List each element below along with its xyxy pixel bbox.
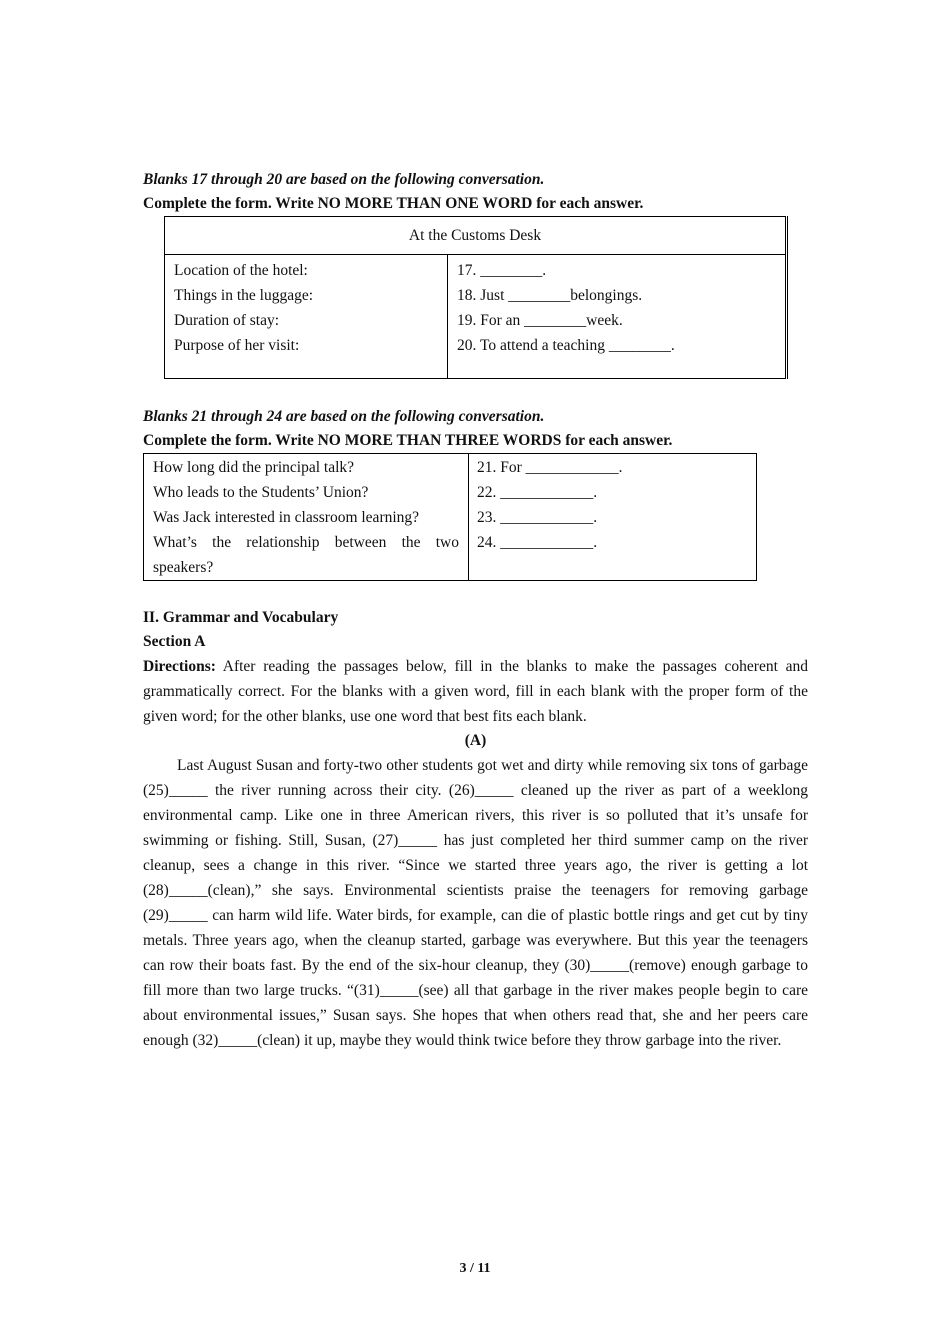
answer-blank-24[interactable]: 24. ____________. [477, 534, 598, 551]
passage-text: Last August Susan and forty-two other students got wet and dirty while removing six tons of garbage (25)_____ the river running across their city. (26)_____ cleaned up the river as part of a weeklong environmental camp. Like one in three American rivers, this river is so polluted that it’s unsafe for swimming or fishing. Still, Susan, (27)_____ has just completed her third summer camp on the river cleanup, sees a change in this river. “Since we started three years ago, the river is getting a lot (28)_____(clean),” she says. Environmental scientists praise the teenagers for removing garbage (29)_____ can harm wild life. Water birds, for example, can die of plastic bottle rings and get cut by tiny metals. Three years ago, when the cleanup started, garbage was everywhere. But this year the teenagers can row their boats fast. By the end of the six-hour cleanup, they (30)_____(remove) enough garbage to fill more than two large trucks. “(31)_____(see) all that garbage in the river makes people begin to care about environmental issues,” Susan says. She hopes that when others read that, she and her peers care enough (32)_____(clean) it up, maybe they would think twice before they throw garbage into the river. [143, 757, 808, 1049]
directions-text: After reading the passages below, fill in the blanks to make the passages coherent and grammatically correct. For the blanks with a given word, fill in each blank with the proper form of the given word; for the other blanks, use one word that best fits each blank. [143, 658, 808, 725]
answer-blank-18[interactable]: 18. Just ________belongings. [457, 287, 643, 304]
directions-label: Directions: [143, 658, 216, 675]
answer-blank-17[interactable]: 17. ________. [457, 262, 547, 279]
table-cell: How long did the principal talk? [153, 459, 355, 476]
passage-label: (A) [464, 732, 487, 749]
answer-blank-23[interactable]: 23. ____________. [477, 509, 598, 526]
table-left-column [144, 454, 469, 581]
table-cell: What’s the relationship between the two [153, 534, 459, 551]
answer-blank-22[interactable]: 22. ____________. [477, 484, 598, 501]
section2-instruction-bold: Complete the form. Write NO MORE THAN THREE WORDS for each answer. [143, 432, 673, 449]
principal-talk-table [143, 453, 757, 581]
customs-desk-table [164, 216, 788, 379]
table-cell: Purpose of her visit: [174, 337, 300, 354]
table-cell: Things in the luggage: [174, 287, 314, 304]
directions [143, 654, 808, 729]
section1-instruction-bold: Complete the form. Write NO MORE THAN ONE WORD for each answer. [143, 195, 644, 212]
section1-instruction-italic: Blanks 17 through 20 are based on the following conversation. [143, 171, 545, 188]
section-label: Section A [143, 633, 206, 650]
page-content [143, 168, 808, 1053]
grammar-heading: II. Grammar and Vocabulary [143, 609, 339, 626]
answer-blank-20[interactable]: 20. To attend a teaching ________. [457, 337, 675, 354]
table-cell: Location of the hotel: [174, 262, 308, 279]
table-cell: Was Jack interested in classroom learning? [153, 509, 420, 526]
answer-blank-21[interactable]: 21. For ____________. [477, 459, 623, 476]
page-number: 3 / 11 [459, 1261, 491, 1276]
table-right-column [469, 454, 757, 581]
table-cell: speakers? [153, 559, 214, 576]
section2-instruction-italic: Blanks 21 through 24 are based on the following conversation. [143, 408, 545, 425]
table-title: At the Customs Desk [165, 217, 787, 255]
table-right-column [448, 255, 787, 379]
answer-blank-19[interactable]: 19. For an ________week. [457, 312, 623, 329]
table-cell: Duration of stay: [174, 312, 280, 329]
table-left-column [165, 255, 448, 379]
table-cell: Who leads to the Students’ Union? [153, 484, 369, 501]
